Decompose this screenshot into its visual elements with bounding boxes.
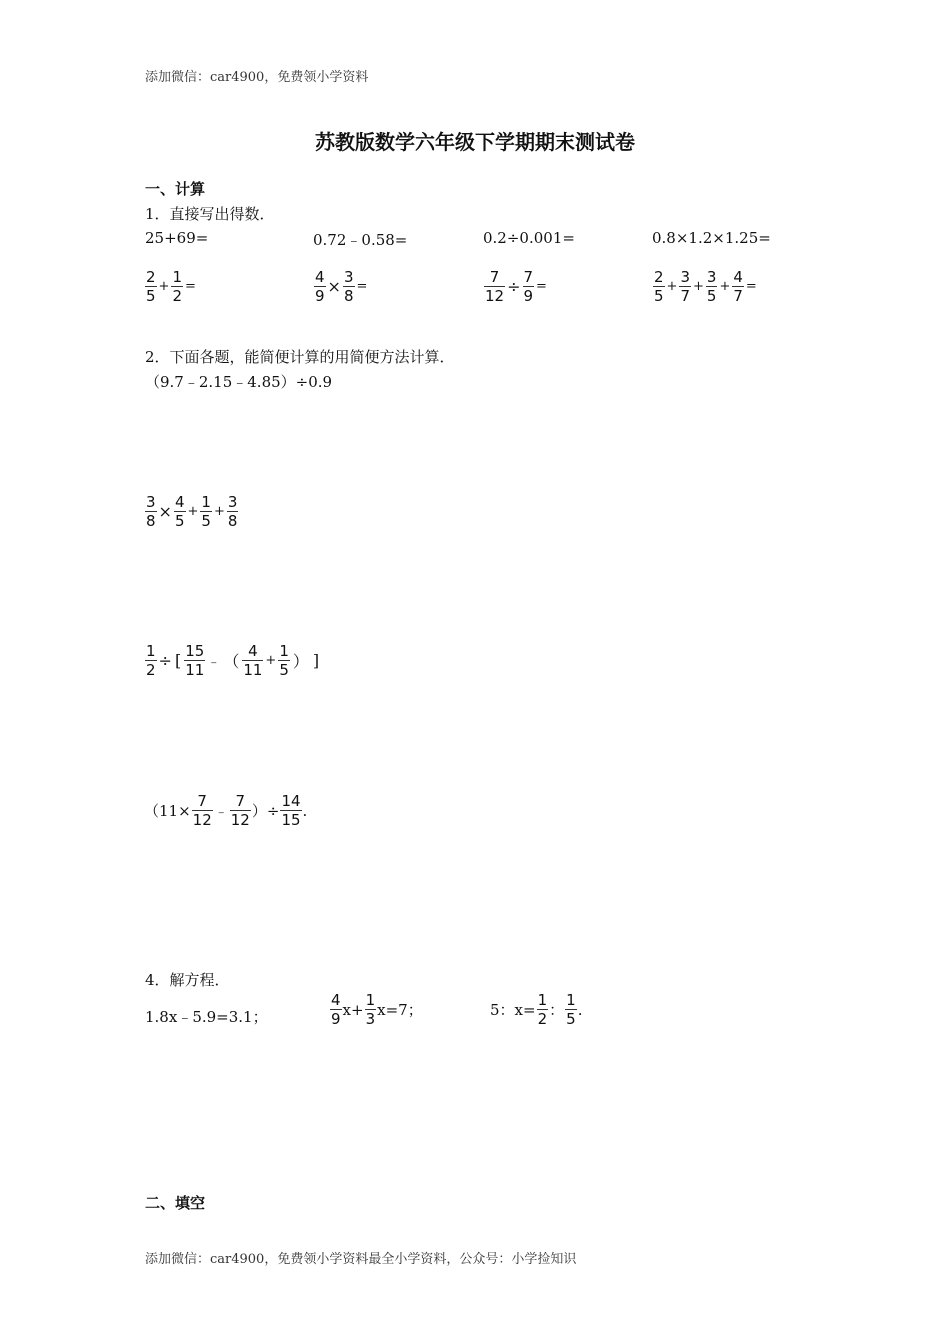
fraction: $\frac{3}{8}$ [227, 493, 238, 530]
fraction: $\frac{3}{8}$ [146, 493, 156, 530]
q2-problem-2: $\frac{3}{8}$ × $\frac{4}{5}$ + $\frac{1}{5}$ + $\frac{3}{8}$ [146, 493, 238, 530]
fraction: $\frac{7}{12}$ [192, 792, 212, 829]
fraction: $\frac{1}{2}$ [172, 268, 182, 305]
fraction: $\frac{7}{12}$ [485, 268, 505, 305]
fraction: $\frac{1}{5}$ [279, 642, 289, 679]
q1-item-4: 0.8×1.2×1.25= [652, 229, 771, 247]
fraction: $\frac{4}{11}$ [243, 642, 263, 679]
q4-equation-3: 5：x= $\frac{1}{2}$ ： $\frac{1}{5}$ . [490, 991, 583, 1028]
q1-item-2: 0.72﹣0.58= [313, 231, 408, 249]
q1-fraction-expr-1: $\frac{2}{5}$ + $\frac{1}{2}$ = [146, 268, 196, 305]
fraction: $\frac{4}{7}$ [733, 268, 743, 305]
fraction: $\frac{14}{15}$ [281, 792, 301, 829]
fraction: $\frac{1}{5}$ [566, 991, 576, 1028]
q1-fraction-expr-3: $\frac{7}{12}$ ÷ $\frac{7}{9}$ = [485, 268, 547, 305]
page-title: 苏教版数学六年级下学期期末测试卷 [315, 130, 635, 154]
q1-fraction-expr-2: $\frac{4}{9}$ × $\frac{3}{8}$ = [315, 268, 368, 305]
header-note: 添加微信：car4900，免费领小学资料 [145, 70, 369, 85]
q2-problem-4: （11× $\frac{7}{12}$ ﹣ $\frac{7}{12}$ ）÷ $\frac{14}{15}$ . [144, 792, 308, 829]
fraction: $\frac{2}{5}$ [654, 268, 664, 305]
q2-problem-3: $\frac{1}{2}$ ÷ [ $\frac{15}{11}$ ﹣ （ $\frac{4}{11}$ + $\frac{1}{5}$ ） ] [146, 642, 320, 679]
fraction: $\frac{7}{12}$ [230, 792, 250, 829]
fraction: $\frac{1}{5}$ [201, 493, 211, 530]
question-4-prompt: 4．解方程． [145, 971, 230, 989]
fraction: $\frac{1}{2}$ [146, 642, 156, 679]
q1-item-3: 0.2÷0.001= [483, 229, 575, 247]
q1-fraction-expr-4: $\frac{2}{5}$ + $\frac{3}{7}$ + $\frac{3}{5}$ + $\frac{4}{7}$ = [654, 268, 757, 305]
section-2-heading: 二、填空 [145, 1194, 206, 1212]
fraction: $\frac{15}{11}$ [185, 642, 205, 679]
fraction: $\frac{4}{5}$ [174, 493, 185, 530]
fraction: $\frac{4}{9}$ [331, 991, 341, 1028]
fraction: $\frac{7}{9}$ [523, 268, 534, 305]
q4-equation-2: $\frac{4}{9}$ x+ $\frac{1}{3}$ x=7； [331, 991, 423, 1028]
footer-note: 添加微信：car4900，免费领小学资料最全小学资料，公众号：小学捡知识 [145, 1252, 577, 1267]
section-1-heading: 一、计算 [145, 180, 206, 198]
fraction: $\frac{3}{8}$ [343, 268, 354, 305]
q2-problem-1: （9.7﹣2.15﹣4.85）÷0.9 [145, 373, 333, 391]
fraction: $\frac{2}{5}$ [146, 268, 156, 305]
fraction: $\frac{1}{2}$ [537, 991, 548, 1028]
fraction: $\frac{4}{9}$ [315, 268, 325, 305]
q4-equation-1: 1.8x﹣5.9=3.1； [145, 1008, 268, 1026]
fraction: $\frac{1}{3}$ [365, 991, 376, 1028]
fraction: $\frac{3}{7}$ [680, 268, 690, 305]
fraction: $\frac{3}{5}$ [706, 268, 717, 305]
question-2-prompt: 2．下面各题，能简便计算的用简便方法计算． [145, 348, 455, 366]
q1-item-1: 25+69= [145, 229, 209, 247]
question-1-prompt: 1．直接写出得数． [145, 205, 275, 223]
